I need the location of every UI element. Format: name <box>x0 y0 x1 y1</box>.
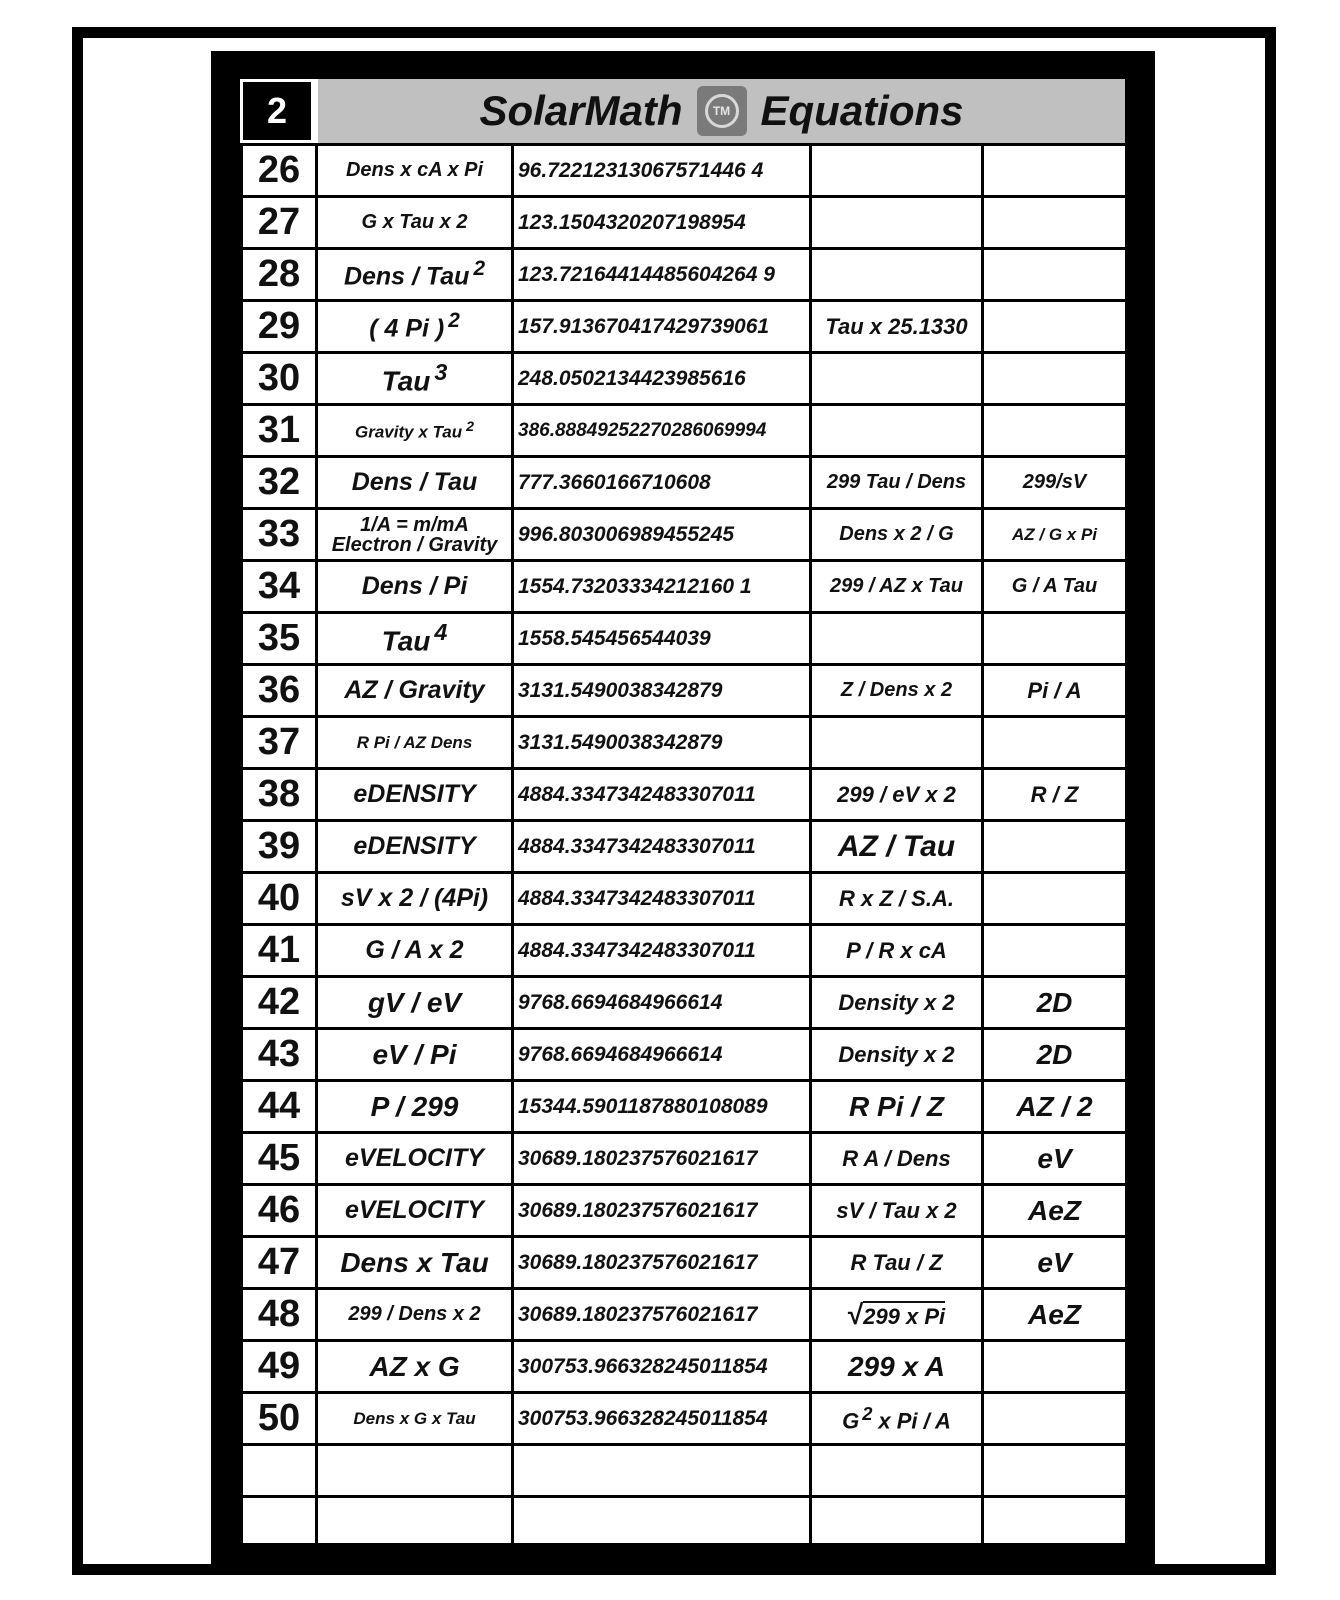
equivalent-cell: AZ / Tau <box>811 821 983 873</box>
value-cell: 1554.73203334212160 1 <box>513 561 811 613</box>
alternate-cell <box>983 1445 1127 1497</box>
table-row <box>242 145 1127 197</box>
row-number: 47 <box>242 1237 317 1289</box>
row-number: 28 <box>242 249 317 301</box>
value-cell: 386.88849252270286069994 <box>513 405 811 457</box>
table-row <box>242 1133 1127 1185</box>
table-row <box>242 613 1127 665</box>
value-cell: 996.803006989455245 <box>513 509 811 561</box>
alternate-cell: G / A Tau <box>983 561 1127 613</box>
equation-cell <box>317 457 513 509</box>
equation-cell <box>317 717 513 769</box>
value-cell: 3131.5490038342879 <box>513 717 811 769</box>
row-number: 29 <box>242 301 317 353</box>
equivalent-cell <box>811 249 983 301</box>
table-row <box>242 925 1127 977</box>
row-number: 49 <box>242 1341 317 1393</box>
equivalent-cell: R x Z / S.A. <box>811 873 983 925</box>
row-number: 31 <box>242 405 317 457</box>
equivalent-cell <box>811 1393 983 1445</box>
table-row <box>242 1341 1127 1393</box>
equation-cell <box>317 249 513 301</box>
equation-cell <box>317 1081 513 1133</box>
equation-cell <box>317 925 513 977</box>
equation-table <box>240 143 1128 1550</box>
value-cell: 30689.180237576021617 <box>513 1237 811 1289</box>
table-row <box>242 457 1127 509</box>
table-row <box>242 561 1127 613</box>
table-row <box>242 717 1127 769</box>
row-number: 36 <box>242 665 317 717</box>
equation-cell <box>317 1341 513 1393</box>
row-number: 35 <box>242 613 317 665</box>
alternate-cell <box>983 821 1127 873</box>
table-row <box>242 405 1127 457</box>
equation-cell <box>317 353 513 405</box>
equation-line-1: 1/A = m/mA <box>360 513 469 536</box>
row-number: 26 <box>242 145 317 197</box>
value-cell: 30689.180237576021617 <box>513 1185 811 1237</box>
equivalent-cell: Tau x 25.1330 <box>811 301 983 353</box>
table-row <box>242 353 1127 405</box>
value-cell: 15344.5901187880108089 <box>513 1081 811 1133</box>
row-number: 37 <box>242 717 317 769</box>
equation-text: Dens x cA x Pi <box>345 159 484 181</box>
equivalent-cell <box>811 1445 983 1497</box>
table-row <box>242 769 1127 821</box>
equation-text: AZ / Gravity <box>344 676 485 704</box>
value-cell: 9768.6694684966614 <box>513 977 811 1029</box>
equation-text: G / A x 2 <box>365 936 464 964</box>
trademark-logo-icon <box>697 86 747 136</box>
row-number: 50 <box>242 1393 317 1445</box>
row-number: 39 <box>242 821 317 873</box>
value-cell: 157.913670417429739061 <box>513 301 811 353</box>
row-number: 40 <box>242 873 317 925</box>
value-cell: 4884.3347342483307011 <box>513 873 811 925</box>
equation-cell <box>317 873 513 925</box>
alternate-cell: 2D <box>983 1029 1127 1081</box>
alternate-cell: eV <box>983 1237 1127 1289</box>
equation-cell <box>317 977 513 1029</box>
table-row <box>242 977 1127 1029</box>
table-row <box>242 1497 1127 1549</box>
equation-exponent: 2 <box>466 418 474 435</box>
value-cell: 96.72212313067571446 4 <box>513 145 811 197</box>
equivalent-prefix: G <box>842 1408 860 1434</box>
square-root-icon: √ <box>847 1298 864 1330</box>
equation-exponent: 2 <box>473 257 486 281</box>
equivalent-cell: Dens x 2 / G <box>811 509 983 561</box>
equation-cell <box>317 1497 513 1549</box>
equivalent-text: 299 x Pi <box>863 1301 945 1329</box>
value-cell: 30689.180237576021617 <box>513 1289 811 1341</box>
equation-cell <box>317 405 513 457</box>
equation-exponent: 3 <box>434 359 448 386</box>
alternate-cell: 299/sV <box>983 457 1127 509</box>
equation-text: eDENSITY <box>353 832 476 860</box>
alternate-cell: 2D <box>983 977 1127 1029</box>
value-cell: 300753.966328245011854 <box>513 1341 811 1393</box>
equivalent-cell <box>811 145 983 197</box>
equivalent-cell <box>811 353 983 405</box>
equation-cell <box>317 1393 513 1445</box>
equation-text: ( 4 Pi ) <box>369 314 445 343</box>
row-number: 32 <box>242 457 317 509</box>
equation-cell <box>317 1133 513 1185</box>
equation-text: G x Tau x 2 <box>361 211 468 233</box>
equation-text: Gravity x Tau <box>355 422 463 442</box>
equation-cell <box>317 769 513 821</box>
equivalent-cell <box>811 1497 983 1549</box>
value-cell: 4884.3347342483307011 <box>513 821 811 873</box>
alternate-cell: AZ / 2 <box>983 1081 1127 1133</box>
table-row <box>242 1445 1127 1497</box>
alternate-cell <box>983 613 1127 665</box>
row-number: 30 <box>242 353 317 405</box>
page-number: 2 <box>240 79 314 143</box>
row-number: 48 <box>242 1289 317 1341</box>
equation-text: eDENSITY <box>353 780 476 808</box>
alternate-cell <box>983 1393 1127 1445</box>
row-number: 42 <box>242 977 317 1029</box>
equation-text: R Pi / AZ Dens <box>356 732 473 752</box>
row-number: 44 <box>242 1081 317 1133</box>
value-cell: 4884.3347342483307011 <box>513 769 811 821</box>
alternate-cell <box>983 925 1127 977</box>
equivalent-cell <box>811 717 983 769</box>
equation-cell <box>317 1445 513 1497</box>
title-right: Equations <box>760 87 964 134</box>
equivalent-cell: 299 Tau / Dens <box>811 457 983 509</box>
table-row <box>242 1393 1127 1445</box>
equivalent-cell: R Tau / Z <box>811 1237 983 1289</box>
alternate-cell: AeZ <box>983 1289 1127 1341</box>
alternate-cell <box>983 249 1127 301</box>
equation-cell <box>317 1185 513 1237</box>
equation-text: Dens / Pi <box>361 572 468 600</box>
equation-cell <box>317 301 513 353</box>
equation-text: AZ x G <box>369 1350 460 1382</box>
table-row <box>242 1081 1127 1133</box>
equation-text: gV / eV <box>367 986 462 1018</box>
equivalent-text: x Pi / A <box>878 1408 951 1434</box>
equivalent-cell <box>811 197 983 249</box>
row-number <box>242 1445 317 1497</box>
row-number: 41 <box>242 925 317 977</box>
equivalent-cell: 299 / AZ x Tau <box>811 561 983 613</box>
equation-cell <box>317 613 513 665</box>
alternate-cell: R / Z <box>983 769 1127 821</box>
equation-line-2: Electron / Gravity <box>331 533 498 556</box>
equation-text: eVELOCITY <box>345 1144 484 1172</box>
equation-cell <box>317 145 513 197</box>
equation-card <box>211 51 1155 1575</box>
table-row <box>242 197 1127 249</box>
equivalent-cell <box>811 1289 983 1341</box>
alternate-cell: Pi / A <box>983 665 1127 717</box>
row-number: 43 <box>242 1029 317 1081</box>
equivalent-cell: R Pi / Z <box>811 1081 983 1133</box>
row-number: 46 <box>242 1185 317 1237</box>
equivalent-exponent: 2 <box>862 1402 873 1424</box>
row-number: 27 <box>242 197 317 249</box>
value-cell: 777.3660166710608 <box>513 457 811 509</box>
value-cell: 300753.966328245011854 <box>513 1393 811 1445</box>
equation-cell <box>317 665 513 717</box>
equation-cell <box>317 509 513 561</box>
row-number <box>242 1497 317 1549</box>
equivalent-cell: Z / Dens x 2 <box>811 665 983 717</box>
equivalent-cell: Density x 2 <box>811 977 983 1029</box>
equation-text: eVELOCITY <box>345 1196 484 1224</box>
equation-cell <box>317 197 513 249</box>
table-row <box>242 1289 1127 1341</box>
value-cell <box>513 1445 811 1497</box>
equation-text: 299 / Dens x 2 <box>348 1303 481 1325</box>
equation-sheet <box>240 79 1125 1543</box>
table-row <box>242 509 1127 561</box>
equivalent-cell: P / R x cA <box>811 925 983 977</box>
alternate-cell <box>983 873 1127 925</box>
equivalent-cell: Density x 2 <box>811 1029 983 1081</box>
equation-text: Dens / Tau <box>351 468 478 496</box>
table-row <box>242 301 1127 353</box>
equation-text: Dens x G x Tau <box>353 1408 476 1428</box>
alternate-cell: AZ / G x Pi <box>983 509 1127 561</box>
table-row <box>242 249 1127 301</box>
alternate-cell <box>983 405 1127 457</box>
row-number: 33 <box>242 509 317 561</box>
row-number: 34 <box>242 561 317 613</box>
alternate-cell <box>983 197 1127 249</box>
equivalent-cell: 299 / eV x 2 <box>811 769 983 821</box>
equation-cell <box>317 1029 513 1081</box>
value-cell: 30689.180237576021617 <box>513 1133 811 1185</box>
table-row <box>242 665 1127 717</box>
table-row <box>242 873 1127 925</box>
alternate-cell <box>983 1497 1127 1549</box>
table-row <box>242 1029 1127 1081</box>
row-number: 45 <box>242 1133 317 1185</box>
equation-exponent: 4 <box>434 619 448 646</box>
row-number: 38 <box>242 769 317 821</box>
alternate-cell <box>983 1341 1127 1393</box>
alternate-cell: AeZ <box>983 1185 1127 1237</box>
equation-cell <box>317 1237 513 1289</box>
equivalent-cell: R A / Dens <box>811 1133 983 1185</box>
equivalent-cell <box>811 613 983 665</box>
alternate-cell <box>983 353 1127 405</box>
value-cell: 123.72164414485604264 9 <box>513 249 811 301</box>
value-cell: 9768.6694684966614 <box>513 1029 811 1081</box>
value-cell: 248.0502134423985616 <box>513 353 811 405</box>
page-title <box>318 79 1125 143</box>
equation-cell <box>317 1289 513 1341</box>
equation-text: P / 299 <box>370 1090 459 1122</box>
equivalent-cell <box>811 405 983 457</box>
value-cell: 123.1504320207198954 <box>513 197 811 249</box>
tm-mark: TM <box>705 94 739 128</box>
alternate-cell <box>983 145 1127 197</box>
equation-text: Dens x Tau <box>340 1246 489 1278</box>
value-cell: 4884.3347342483307011 <box>513 925 811 977</box>
equation-text: sV x 2 / (4Pi) <box>340 884 489 912</box>
equation-text: eV / Pi <box>372 1038 457 1070</box>
table-row <box>242 1185 1127 1237</box>
alternate-cell <box>983 717 1127 769</box>
value-cell <box>513 1497 811 1549</box>
equation-text: Tau <box>381 625 431 657</box>
alternate-cell <box>983 301 1127 353</box>
equation-cell <box>317 561 513 613</box>
table-row <box>242 1237 1127 1289</box>
value-cell: 1558.545456544039 <box>513 613 811 665</box>
equation-exponent: 2 <box>448 309 460 333</box>
equation-text: Dens / Tau <box>343 262 470 291</box>
equation-text: Tau <box>381 365 431 397</box>
equation-cell <box>317 821 513 873</box>
equivalent-cell: 299 x A <box>811 1341 983 1393</box>
value-cell: 3131.5490038342879 <box>513 665 811 717</box>
alternate-cell: eV <box>983 1133 1127 1185</box>
table-row <box>242 821 1127 873</box>
equivalent-cell: sV / Tau x 2 <box>811 1185 983 1237</box>
title-left: SolarMath <box>479 87 683 134</box>
